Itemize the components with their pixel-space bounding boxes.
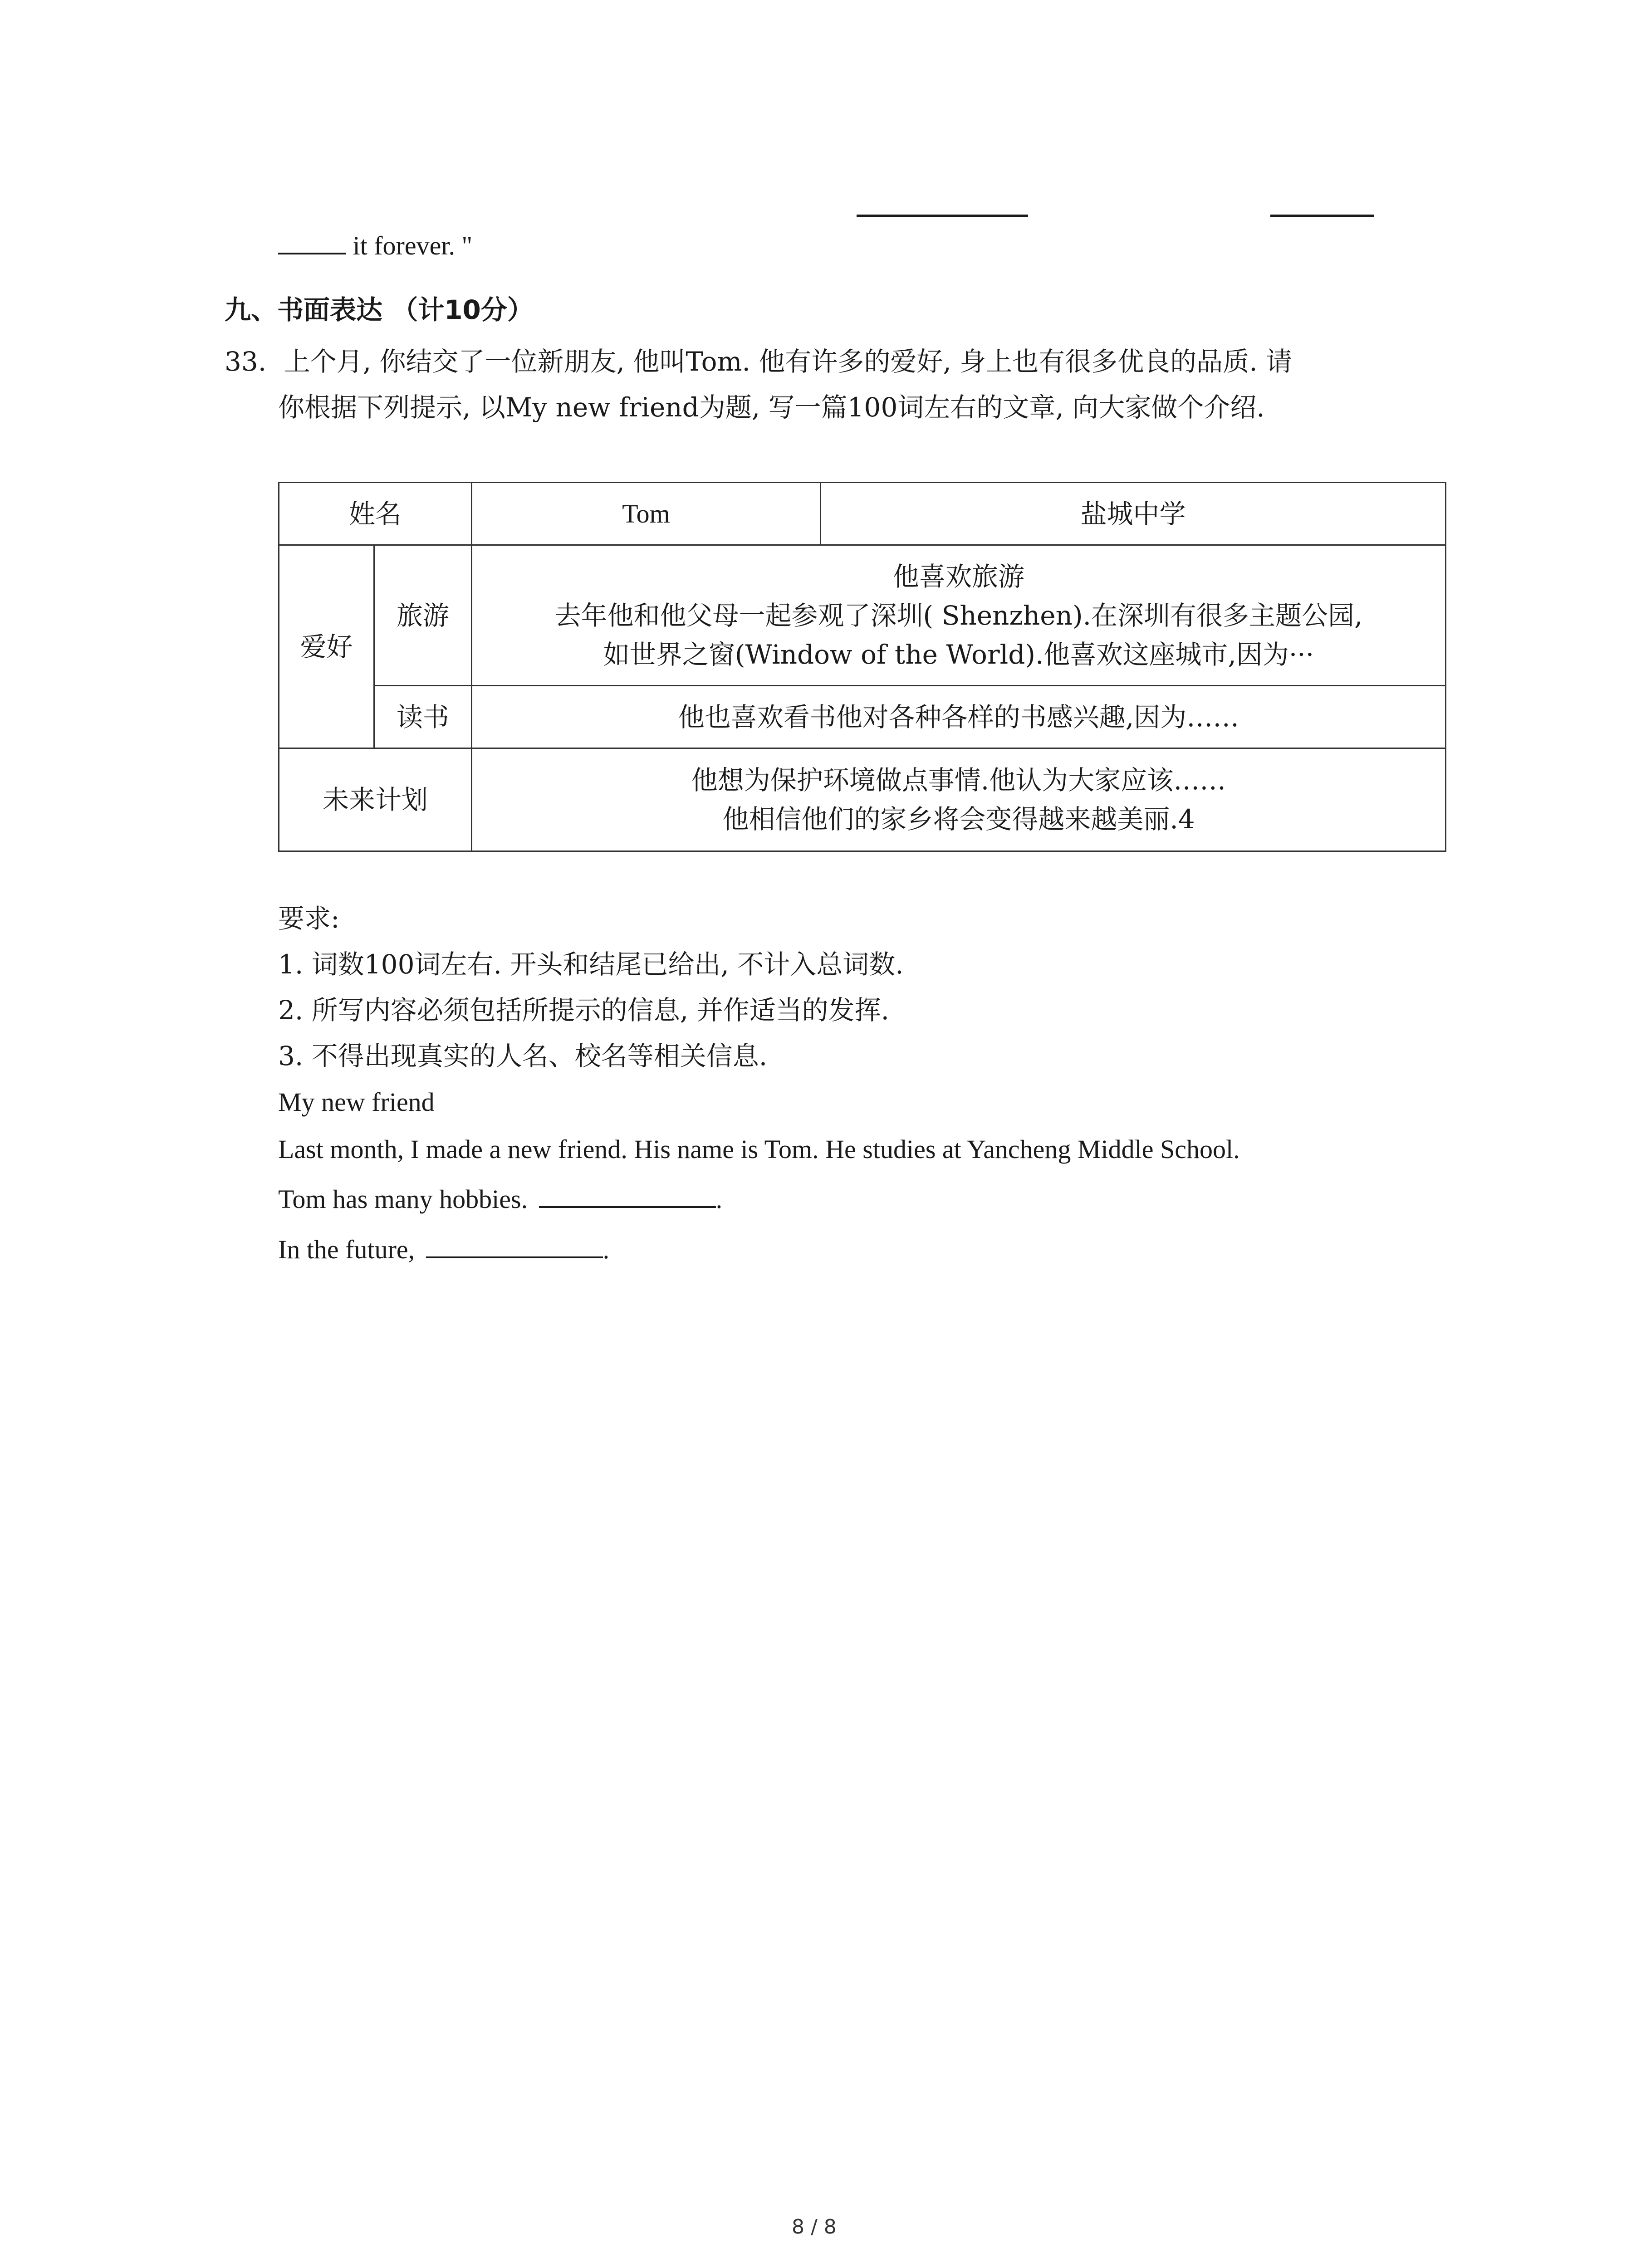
requirement-item-3: 3. 不得出现真实的人名、校名等相关信息. [278,1041,768,1071]
question-prompt [225,343,1292,380]
table-row [279,545,1446,686]
carryover-text: it forever. " [353,231,473,260]
section-heading: 九、书面表达 （计10分） [225,294,534,325]
essay-hobbies-start: Tom has many hobbies. [278,1184,528,1214]
answer-blank-future [426,1233,603,1258]
answer-blank-carryover [278,229,346,254]
hobbies-label-cell: 爱好 [279,545,374,748]
essay-opening: Last month, I made a new friend. His name is Tom. He studies at Yancheng Middle School. [278,1134,1240,1164]
travel-content-cell [472,545,1446,686]
essay-title: My new friend [278,1087,435,1117]
question-prompt-line1: 上个月, 你结交了一位新朋友, 他叫Tom. 他有许多的爱好, 身上也有很多优良的品质. 请 [284,346,1293,377]
table-row [279,748,1446,851]
answer-blank-top-1 [857,215,1028,217]
info-table [278,482,1446,852]
school-cell: 盐城中学 [821,483,1446,545]
travel-label-cell: 旅游 [374,545,472,686]
table-row [279,483,1446,545]
name-value-cell: Tom [472,483,821,545]
requirement-item-2: 2. 所写内容必须包括所提示的信息, 并作适当的发挥. [278,995,890,1026]
question-prompt-line2: 你根据下列提示, 以My new friend为题, 写一篇100词左右的文章, 向大家做个介绍. [278,392,1265,423]
future-label-cell: 未来计划 [279,748,472,851]
requirements-title: 要求: [278,903,340,934]
reading-label-cell: 读书 [374,686,472,748]
travel-line3: 如世界之窗(Window of the World).他喜欢这座城市,因为··· [603,639,1314,670]
table-row [279,686,1446,748]
travel-line2: 去年他和他父母一起参观了深圳( Shenzhen).在深圳有很多主题公园, [554,600,1363,631]
requirement-item-1: 1. 词数100词左右. 开头和结尾已给出, 不计入总词数. [278,949,904,980]
name-label-cell: 姓名 [279,483,472,545]
travel-line1: 他喜欢旅游 [893,561,1025,592]
question-number: 33. [225,346,267,377]
answer-blank-top-2 [1270,215,1374,217]
answer-blank-hobbies [539,1183,716,1208]
essay-hobbies-line: Tom has many hobbies. . [278,1181,722,1217]
essay-future-line: In the future, . [278,1232,609,1268]
future-content-cell [472,748,1446,851]
future-line1: 他想为保护环境做点事情.他认为大家应该…… [691,765,1226,796]
page-number: 8 / 8 [792,2215,837,2239]
reading-content-cell: 他也喜欢看书他对各种各样的书感兴趣,因为…… [472,686,1446,748]
carryover-line [278,228,472,264]
future-line2: 他相信他们的家乡将会变得越来越美丽.4 [722,804,1195,835]
essay-future-start: In the future, [278,1235,415,1264]
